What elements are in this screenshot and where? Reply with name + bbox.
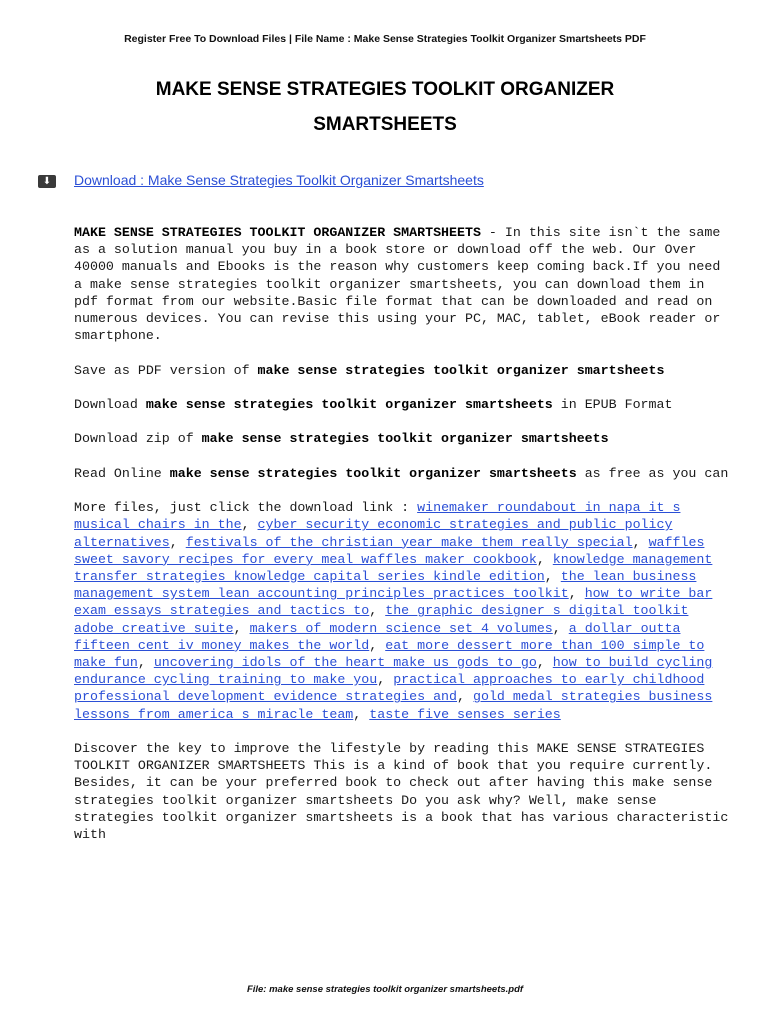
download-epub-prefix: Download bbox=[74, 397, 146, 412]
save-pdf-paragraph bbox=[74, 362, 734, 379]
more-file-link[interactable]: cyber security economic strategies and public policy alternatives bbox=[74, 517, 673, 550]
discover-paragraph: Discover the key to improve the lifestyle by reading this MAKE SENSE STRATEGIES TOOLKIT ORGANIZER SMARTSHEETS This is a kind of book that you require currently. Besides, it can be your preferred book to check out after having this make sense strategies toolkit organizer smartsheets Do you ask why? Well, make sense strategies toolkit organizer smartsheets is a book that has various characteristic with bbox=[74, 741, 729, 843]
download-row bbox=[38, 172, 738, 192]
download-zip-bold: make sense strategies toolkit organizer smartsheets bbox=[201, 431, 609, 447]
read-online-paragraph bbox=[74, 465, 734, 482]
read-online-bold: make sense strategies toolkit organizer smartsheets bbox=[169, 465, 577, 481]
more-file-link[interactable]: uncovering idols of the heart make us gods to go bbox=[153, 655, 537, 670]
more-files-prefix: More files, just click the download link : bbox=[74, 500, 418, 516]
more-file-link[interactable]: how to build cycling endurance cycling training to make you bbox=[74, 655, 713, 688]
intro-bold: MAKE SENSE STRATEGIES TOOLKIT ORGANIZER SMARTSHEETS bbox=[74, 225, 481, 240]
page-footer: File: make sense strategies toolkit organizer smartsheets.pdf bbox=[246, 984, 524, 995]
more-file-link[interactable]: a dollar outta fifteen cent iv money makes the world bbox=[74, 620, 681, 653]
more-file-link[interactable]: makers of modern science set 4 volumes bbox=[249, 620, 553, 636]
download-epub-paragraph bbox=[74, 396, 734, 413]
intro-paragraph bbox=[74, 224, 734, 344]
more-file-link[interactable]: knowledge management transfer strategies knowledge capital series kindle edition bbox=[74, 551, 713, 584]
more-file-link[interactable]: the graphic designer s digital toolkit adobe creative suite bbox=[74, 603, 689, 636]
download-icon[interactable]: ⬇ bbox=[38, 175, 56, 188]
more-file-link[interactable]: waffles sweet savory recipes for every meal waffles maker cookbook bbox=[74, 534, 705, 567]
document-title bbox=[0, 72, 770, 142]
download-link[interactable]: Download : Make Sense Strategies Toolkit Organizer Smartsheets bbox=[74, 172, 484, 188]
document-body bbox=[74, 224, 734, 860]
intro-text: - In this site isn`t the same as a solution manual you buy in a book store or download off the web. Our Over 40000 manuals and Ebooks is the reason why customers keep coming back.If you need a make sense strategies toolkit organizer smartsheets, you can download them in pdf format from our website.Basic file format that can be downloaded and read on numerous devices. You can revise this using your PC, MAC, tablet, eBook reader or smartphone. bbox=[74, 225, 721, 344]
more-file-link[interactable]: practical approaches to early childhood professional development evidence strategies and bbox=[74, 672, 705, 705]
read-online-suffix: as free as you can bbox=[576, 465, 729, 481]
more-file-link[interactable]: how to write bar exam essays strategies and tactics to bbox=[74, 586, 713, 619]
title-line-2: SMARTSHEETS bbox=[313, 114, 457, 135]
title-line-1: MAKE SENSE STRATEGIES TOOLKIT ORGANIZER bbox=[155, 79, 615, 100]
more-file-link[interactable]: festivals of the christian year make them really special bbox=[185, 534, 633, 550]
more-file-link[interactable]: gold medal strategies business lessons from america s miracle team bbox=[74, 689, 713, 722]
save-pdf-bold: make sense strategies toolkit organizer smartsheets bbox=[257, 362, 665, 378]
more-files-paragraph: More files, just click the download link : winemaker roundabout in napa it s musical chairs in the, cyber security economic strategies and public policy alternatives, festivals of the christian year make them really special, waffles sweet savory recipes for every meal waffles maker cookbook, knowledge management transfer strategies knowledge capital series kindle edition, the lean business management system lean accounting principles practices toolkit, how to write bar exam essays strategies and tactics to, the graphic designer s digital toolkit adobe creative suite, makers of modern science set 4 volumes, a dollar outta fifteen cent iv money makes the world, eat more dessert more than 100 simple to make fun, uncovering idols of the heart make us gods to go, how to build cycling endurance cycling training to make you, practical approaches to early childhood professional development evidence strategies and, gold medal strategies business lessons from america s miracle team, taste five senses series bbox=[74, 500, 713, 722]
download-zip-paragraph bbox=[74, 430, 734, 447]
save-pdf-prefix: Save as PDF version of bbox=[74, 362, 258, 378]
download-zip-prefix: Download zip of bbox=[74, 431, 202, 447]
page-header: Register Free To Download Files | File Name : Make Sense Strategies Toolkit Organizer Smartsheets PDF bbox=[124, 33, 646, 45]
more-file-link[interactable]: taste five senses series bbox=[369, 706, 561, 722]
more-file-link[interactable]: eat more dessert more than 100 simple to make fun bbox=[74, 637, 705, 670]
read-online-prefix: Read Online bbox=[74, 465, 170, 481]
download-epub-bold: make sense strategies toolkit organizer smartsheets bbox=[145, 397, 553, 412]
more-file-link[interactable]: the lean business management system lean accounting principles practices toolkit bbox=[74, 568, 697, 602]
more-file-link[interactable]: winemaker roundabout in napa it s musical chairs in the bbox=[74, 500, 681, 533]
download-epub-suffix: in EPUB Format bbox=[552, 397, 673, 412]
